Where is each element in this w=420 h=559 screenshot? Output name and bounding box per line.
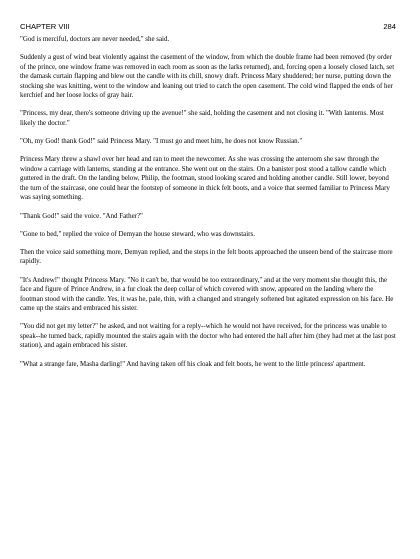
paragraph: "You did not get my letter?" he asked, and not waiting for a reply--which he would not have received, for the princess was unable to speak--he turned back, rapidly mounted the stairs again with the doctor who had entered the hall after him (they had met at the last post station), and again embraced his sister. (20, 322, 396, 350)
page-number: 284 (383, 22, 396, 31)
body-text (20, 35, 396, 369)
book-page (20, 22, 396, 378)
running-header (20, 22, 396, 31)
paragraph: Then the voice said something more, Demyan replied, and the steps in the felt boots approached the unseen bend of the staircase more rapidly. (20, 247, 393, 266)
paragraph: "Princess, my dear, there's someone driving up the avenue!" she said, holding the casement and not closing it. "With lanterns. Most likely the doctor." (20, 109, 384, 128)
paragraph: "Thank God!" said the voice. "And Father?" (20, 211, 143, 220)
paragraph: "Oh, my God! thank God!" said Princess Mary. "I must go and meet him, he does not know Russian." (20, 137, 303, 146)
paragraph: Princess Mary threw a shawl over her head and ran to meet the newcomer. As she was crossing the anteroom she saw through the window a carriage with lanterns, standing at the entrance. She went out on the stairs. On a banister post stood a tallow candle which guttered in the draft. On the landing below, Philip, the footman, stood looking scared and holding another candle. Still lower, beyond the turn of the staircase, one could hear the footstep of someone in thick felt boots, and a voice that seemed familiar to Princess Mary was saying something. (20, 155, 390, 202)
paragraph: "God is merciful, doctors are never needed," she said. (20, 35, 170, 43)
paragraph: "It's Andrew!" thought Princess Mary. "No it can't be, that would be too extraordinary," and at the very moment she thought this, the face and figure of Prince Andrew, in a fur cloak the deep collar of which covered with snow, appeared on the landing where the footman stood with the candle. Yes, it was he, pale, thin, with a changed and strangely softened but agitated expression on his face. He came up the stairs and embraced his sister. (20, 275, 394, 313)
paragraph: Suddenly a gust of wind beat violently against the casement of the window, from which the double frame had been removed (by order of the prince, one window frame was removed in each room as soon as the larks returned), and, forcing open a loosely closed latch, set the damask curtain flapping and blew out the candle with its chill, snowy draft. Princess Mary shuddered; her nurse, putting down the stocking she was knitting, went to the window and leaning out tried to catch the open casement. The cold wind flapped the ends of her kerchief and her loose locks of gray hair. (20, 53, 395, 100)
paragraph: "Gone to bed," replied the voice of Demyan the house steward, who was downstairs. (20, 229, 255, 238)
paragraph: "What a strange fate, Masha darling!" And having taken off his cloak and felt boots, he went to the little princess' apartment. (20, 359, 366, 368)
chapter-heading: CHAPTER VIII (20, 22, 70, 31)
